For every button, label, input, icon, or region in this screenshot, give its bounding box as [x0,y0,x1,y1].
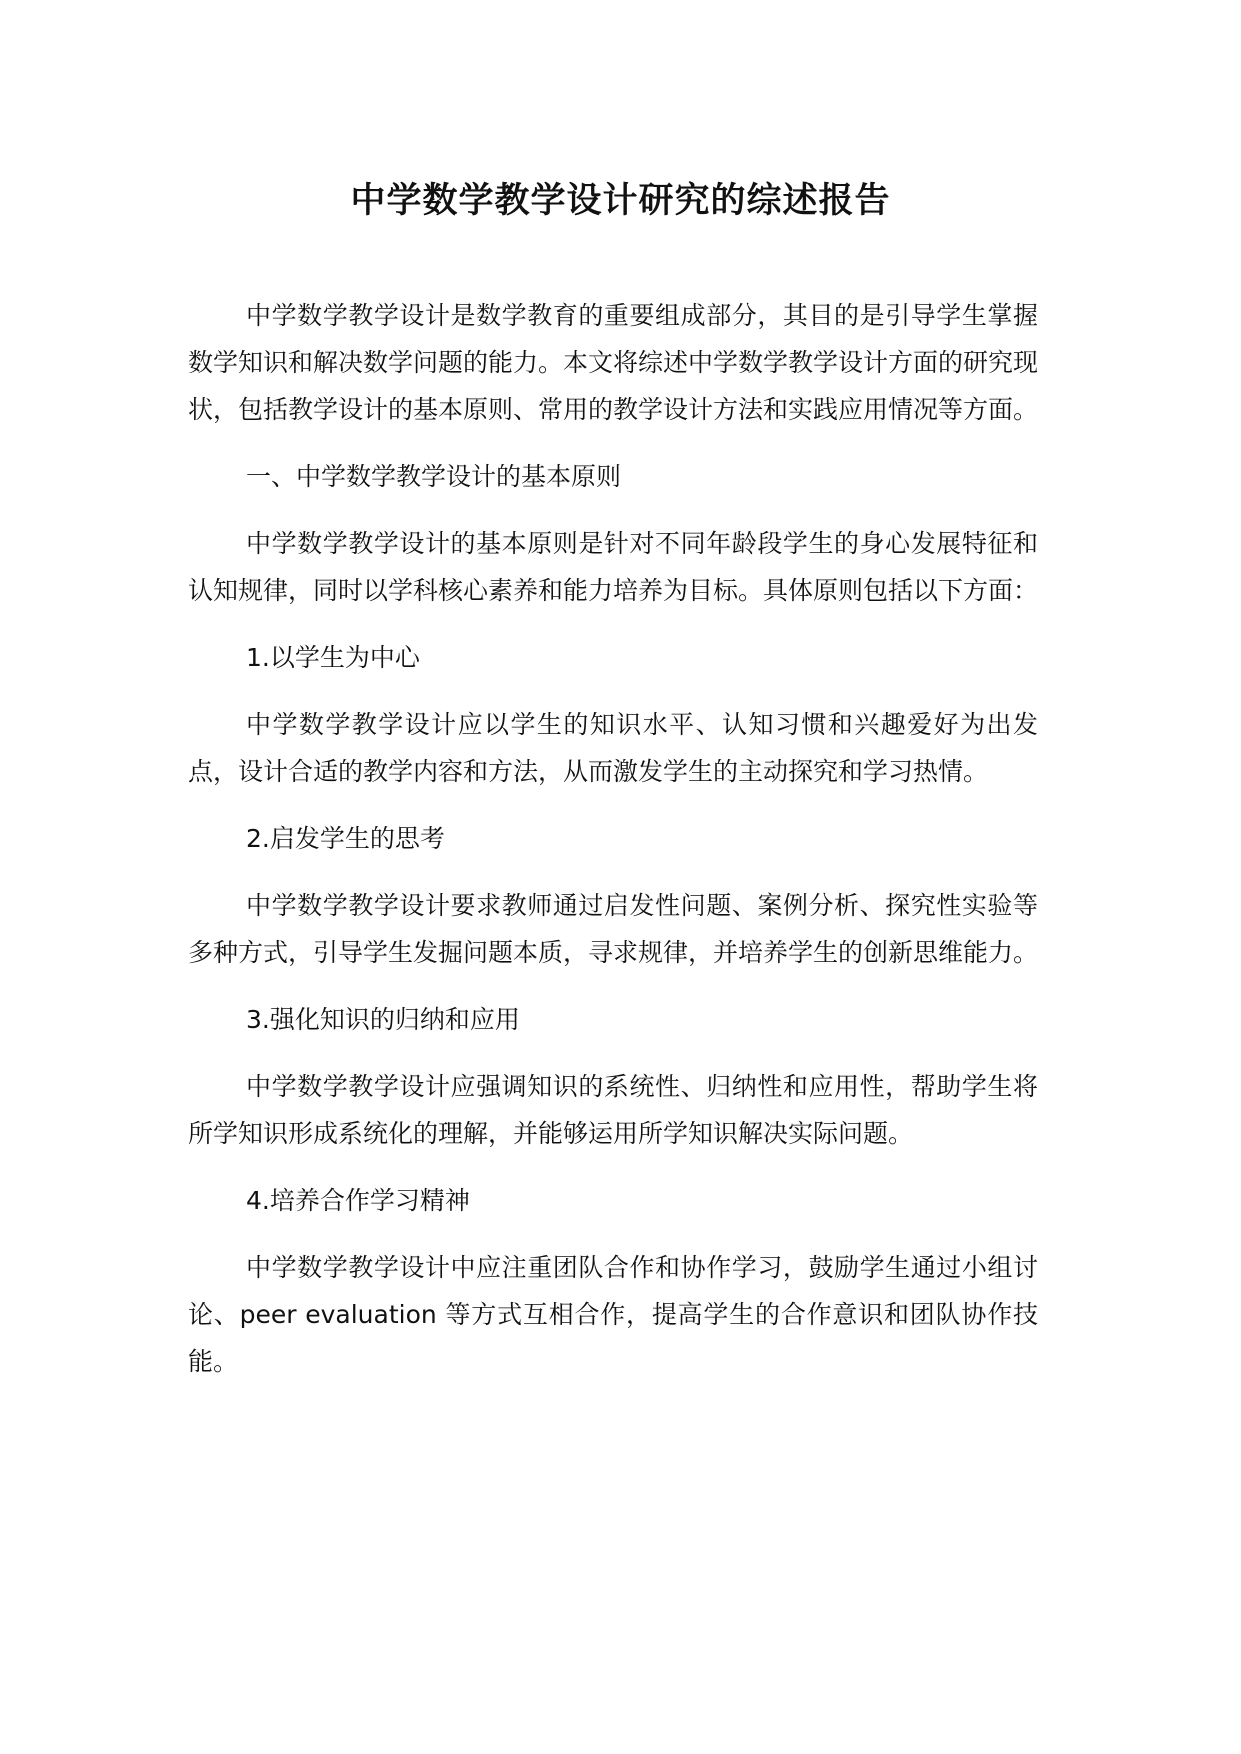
principle-heading-3: 3.强化知识的归纳和应用 [246,1005,520,1034]
principle-text-2: 中学数学教学设计要求教师通过启发性问题、案例分析、探究性实验等多种方式，引导学生发掘问题本质，寻求规律，并培养学生的创新思维能力。 [188,891,1039,967]
section-heading: 一、中学数学教学设计的基本原则 [246,462,622,491]
principle-text-4: 中学数学教学设计中应注重团队合作和协作学习，鼓励学生通过小组讨论、peer evaluation 等方式互相合作，提高学生的合作意识和团队协作技能。 [188,1253,1038,1376]
document-title: 中学数学教学设计研究的综述报告 [350,181,891,221]
principle-heading-4: 4.培养合作学习精神 [246,1186,470,1215]
principle-heading-2: 2.启发学生的思考 [246,824,445,853]
principle-heading-1: 1.以学生为中心 [246,643,420,672]
principle-text-1: 中学数学教学设计应以学生的知识水平、认知习惯和兴趣爱好为出发点，设计合适的教学内容和方法，从而激发学生的主动探究和学习热情。 [188,710,1038,786]
intro-paragraph: 中学数学教学设计是数学教育的重要组成部分，其目的是引导学生掌握数学知识和解决数学问题的能力。本文将综述中学数学教学设计方面的研究现状，包括教学设计的基本原则、常用的教学设计方法和实践应用情况等方面。 [188,301,1039,424]
principle-text-3: 中学数学教学设计应强调知识的系统性、归纳性和应用性，帮助学生将所学知识形成系统化的理解，并能够运用所学知识解决实际问题。 [188,1072,1038,1148]
section-intro-paragraph: 中学数学教学设计的基本原则是针对不同年龄段学生的身心发展特征和认知规律，同时以学科核心素养和能力培养为目标。具体原则包括以下方面： [188,529,1039,605]
document-body [188,292,1038,1405]
